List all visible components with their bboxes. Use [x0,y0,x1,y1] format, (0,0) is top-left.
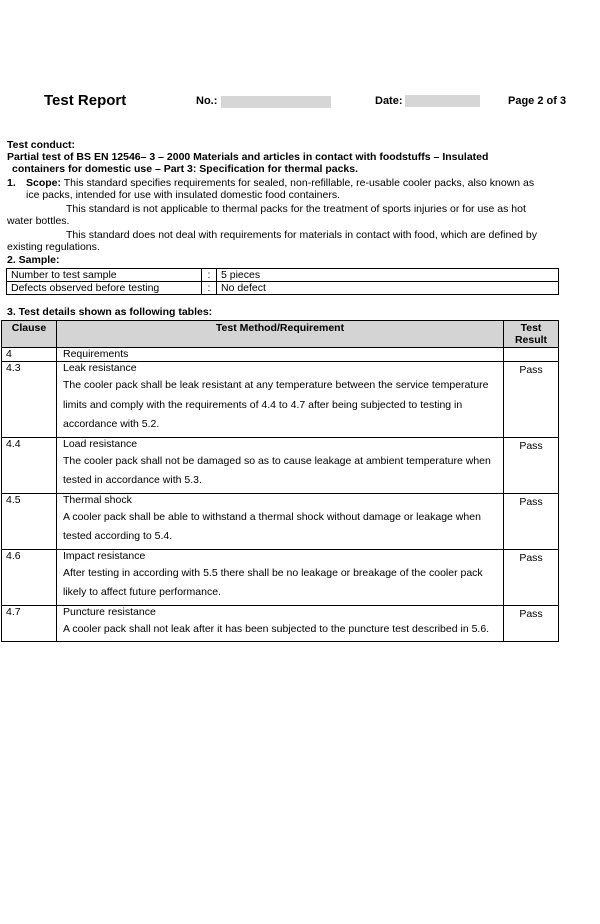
row-requirement-text: The cooler pack shall be leak resistant at any temperature between the service temperature limits and comply with the requirements of 4.4 to 4.7 after being subjected to testing in accordance with 5.2. [63,379,489,430]
row-result [504,348,559,362]
column-header-method: Test Method/Requirement [57,321,504,348]
clause-number: 4.4 [6,437,21,450]
page-indicator: Page 2 of 3 [508,95,567,107]
sample-label: Number to test sample [7,269,202,282]
column-header-clause: Clause [2,321,57,348]
clause-number: 4.6 [6,549,21,562]
sample-value: 5 pieces [217,269,559,282]
table-row [2,493,559,549]
table-header-row [2,321,559,348]
row-requirement-text: The cooler pack shall not be damaged so as to cause leakage at ambient temperature when tested in accordance with 5.3. [63,454,491,486]
row-requirement-name: Leak resistance [63,362,137,374]
table-row [2,605,559,642]
column-header-result-line2: Result [514,334,548,346]
clause-number: 4.3 [6,362,21,374]
row-result: Pass [504,493,559,549]
scope-number: 1. [7,177,16,189]
report-title: Test Report [44,92,127,109]
redacted-report-date [405,95,480,107]
row-requirement [57,437,504,493]
table-row [2,549,559,605]
row-requirement-name: Thermal shock [63,493,132,506]
report-number-label: No.: [196,95,218,107]
redacted-report-number [221,96,331,108]
row-result: Pass [504,549,559,605]
scope-line-3: This standard is not applicable to thermal packs for the treatment of sports injuries or for use as hot [66,203,526,215]
scope-label: Scope: [26,177,62,189]
scope-line-6: existing regulations. [7,241,100,253]
sample-row [7,282,559,295]
test-conduct-heading: Test conduct: [7,139,76,151]
row-requirement [57,605,504,642]
sample-value: No defect [217,282,559,295]
test-details-heading: 3. Test details shown as following tables: [7,306,213,318]
row-result: Pass [504,362,559,438]
partial-test-line-2: containers for domestic use – Part 3: Specification for thermal packs. [12,163,359,175]
scope-line-1 [26,178,534,190]
test-details-table [1,320,559,642]
column-header-result-line1: Test [520,322,542,334]
row-requirement-text: A cooler pack shall be able to withstand a thermal shock without damage or leakage when tested according to 5.4. [63,510,481,542]
row-requirement-name: Load resistance [63,437,138,450]
sample-table [6,268,559,295]
report-date-label: Date: [375,95,403,107]
row-clause [2,437,57,493]
row-clause: 4 [2,348,57,362]
row-requirement [57,362,504,438]
sample-separator: : [202,269,217,282]
table-row [2,362,559,438]
row-requirement-name: Puncture resistance [63,605,156,618]
sample-label: Defects observed before testing [7,282,202,295]
table-row [2,437,559,493]
row-clause [2,493,57,549]
row-requirement-name: Requirements [57,348,504,362]
partial-test-line-1: Partial test of BS EN 12546– 3 – 2000 Materials and articles in contact with foodstuffs – Insulated [7,151,489,163]
row-requirement [57,549,504,605]
row-requirement [57,493,504,549]
row-clause [2,605,57,642]
scope-line-4: water bottles. [7,215,70,227]
sample-row [7,269,559,282]
scope-line-2: ice packs, intended for use with insulated domestic food containers. [26,189,341,201]
table-row [2,348,559,362]
row-clause [2,549,57,605]
column-header-result [504,321,559,348]
row-requirement-name: Impact resistance [63,549,146,562]
scope-line-5: This standard does not deal with requirements for materials in contact with food, which are defined by [66,229,537,241]
clause-number: 4.7 [6,605,21,618]
row-requirement-text: A cooler pack shall not leak after it has been subjected to the puncture test described in 5.6. [63,622,490,635]
clause-number: 4.5 [6,493,21,506]
sample-heading: 2. Sample: [7,254,60,266]
row-clause [2,362,57,438]
scope-text-1: This standard specifies requirements for sealed, non-refillable, re-usable cooler packs, also known as [61,177,535,189]
row-requirement-text: After testing in according with 5.5 there shall be no leakage or breakage of the cooler pack likely to affect future performance. [63,566,483,598]
sample-separator: : [202,282,217,295]
row-result: Pass [504,437,559,493]
row-result: Pass [504,605,559,642]
